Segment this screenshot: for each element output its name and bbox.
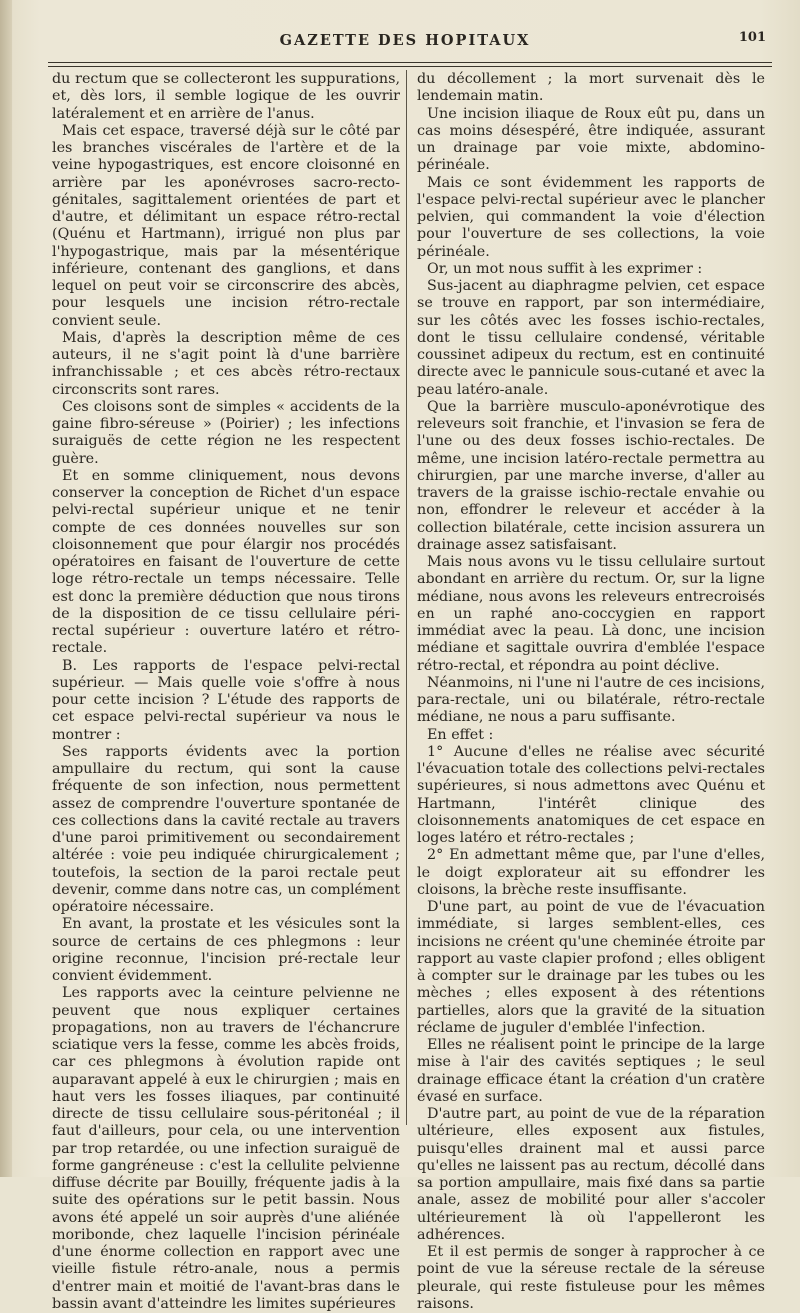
paragraph: Mais cet espace, traversé déjà sur le côté par les branches viscérales de l'artère et de la veine hypogastriques, est encore cloisonné en arrière par les aponévroses sacro-recto-génitales, sagittalement orientées de part et d'autre, et délimitant un espace rétro-rectal (Quénu et Hartmann), irrigué non plus par l'hypogastrique, mais par la mésentérique inférieure, contenant des ganglions, et dans lequel on peut voir se circonscrire des abcès, pour lesquels une incision rétro-rectale convient seule.: [52, 122, 400, 329]
header-rule: [48, 62, 772, 63]
paragraph: Ses rapports évidents avec la portion ampullaire du rectum, qui sont la cause fréquente de son infection, nous permettent assez de comprendre l'ouverture spontanée de ces collections dans la cavité rectale au travers d'une paroi primitivement ou secondairement altérée : voie peu indiquée chirurgicalement ; toutefois, la section de la paroi rectale peut devenir, comme dans notre cas, un complément opératoire nécessaire.: [52, 743, 400, 915]
paragraph: D'autre part, au point de vue de la réparation ultérieure, elles exposent aux fistules, puisqu'elles drainent mal et aussi parce qu'elles ne laissent pas au rectum, décollé dans sa portion ampullaire, mais fixé dans sa partie anale, assez de mobilité pour aller s'accoler ultérieurement là où l'appelleront les adhérences.: [417, 1106, 765, 1243]
paragraph: Mais nous avons vu le tissu cellulaire surtout abondant en arrière du rectum. Or, sur la ligne médiane, nous avons les releveurs entrecroisés en un raphé ano-coccygien en rapport immédiat avec la peau. Là donc, une incision médiane et sagittale ouvrira d'emblée l'espace rétro-rectal, et répondra au point déclive.: [417, 554, 765, 674]
paragraph: Néanmoins, ni l'une ni l'autre de ces incisions, para-rectale, uni ou bilatérale, rétro-rectale médiane, ne nous a paru suffisante.: [417, 674, 765, 726]
paragraph: Les rapports avec la ceinture pelvienne ne peuvent que nous expliquer certaines propagations, non au travers de l'échancrure sciatique vers la fesse, comme les abcès froids, car ces phlegmons à évolution rapide ont auparavant appelé à eux le chirurgien ; mais en haut vers les fosses iliaques, par continuité directe de tissu cellulaire sous-péritonéal ; il faut d'ailleurs, pour cela, ou une intervention par trop retardée, ou une infection suraiguë de forme gangréneuse : c'est la cellulite pelvienne diffuse décrite par Bouilly, fréquente jadis à la suite des opérations sur le petit bassin. Nous avons été appelé un soir auprès d'une aliénée moribonde, chez laquelle l'incision périnéale d'une énorme collection en rapport avec une vieille fistule rétro-anale, nous a permis d'entrer main et moitié de l'avant-bras dans le bassin avant d'atteindre les limites supérieures: [52, 985, 400, 1312]
paragraph: Mais, d'après la description même de ces auteurs, il ne s'agit point là d'une barrière infranchissable ; et ces abcès rétro-rectaux circonscrits sont rares.: [52, 329, 400, 398]
right-column: [417, 71, 765, 1312]
header-rule-thin: [48, 66, 772, 67]
page-number: 101: [738, 30, 766, 45]
paragraph: Elles ne réalisent point le principe de la large mise à l'air des cavités septiques ; le seul drainage efficace étant la création d'un cratère évasé en surface.: [417, 1037, 765, 1105]
paragraph: Une incision iliaque de Roux eût pu, dans un cas moins désespéré, être indiquée, assurant un drainage par voie mixte, abdomino-périnéale.: [417, 105, 765, 174]
binding-edge: [0, 0, 12, 1177]
paragraph: D'une part, au point de vue de l'évacuation immédiate, si larges semblent-elles, ces incisions ne créent qu'une cheminée étroite par rapport au vaste clapier profond ; elles obligent à compter sur le drainage par les tubes ou les mèches ; elles exposent à des rétentions partielles, alors que la gravité de la situation réclame de juguler d'emblée l'infection.: [417, 899, 765, 1036]
paragraph: Ces cloisons sont de simples « accidents de la gaine fibro-séreuse » (Poirier) ; les infections suraiguës de cette région ne les respectent guère.: [52, 398, 400, 467]
paragraph: Et il est permis de songer à rapprocher à ce point de vue la séreuse rectale de la séreuse pleurale, qui reste fistuleuse pour les mêmes raisons.: [417, 1244, 765, 1312]
left-column: [52, 71, 400, 1312]
paragraph: Que la barrière musculo-aponévrotique des releveurs soit franchie, et l'invasion se fera de l'une ou des deux fosses ischio-rectales. De même, une incision latéro-rectale permettra au chirurgien, par une marche inverse, d'aller au travers de la graisse ischio-rectale envahie ou non, effondrer le releveur et accéder à la collection bilatérale, cette incision assurera un drainage assez satisfaisant.: [417, 398, 765, 553]
publication-title: GAZETTE DES HOPITAUX: [279, 32, 531, 49]
paragraph: 2° En admettant même que, par l'une d'elles, le doigt explorateur ait su effondrer les cloisons, la brèche reste insuffisante.: [417, 847, 765, 898]
paragraph: Et en somme cliniquement, nous devons conserver la conception de Richet d'un espace pelvi-rectal supérieur unique et ne tenir compte de ces données nouvelles sur son cloisonnement que pour élargir nos procédés opératoires en faisant de l'ouverture de cette loge rétro-rectale un temps nécessaire. Telle est donc la première déduction que nous tirons de la disposition de ce tissu cellulaire péri-rectal supérieur : ouverture latéro et rétro-rectale.: [52, 467, 400, 657]
paragraph: En avant, la prostate et les vésicules sont la source de certains de ces phlegmons : leur origine reconnue, l'incision pré-rectale leur convient évidemment.: [52, 916, 400, 984]
paragraph: Mais ce sont évidemment les rapports de l'espace pelvi-rectal supérieur avec le plancher pelvien, qui commandent la voie d'élection pour l'ouverture de ses collections, la voie périnéale.: [417, 174, 765, 260]
paragraph: Sus-jacent au diaphragme pelvien, cet espace se trouve en rapport, par son intermédiaire, sur les côtés avec les fosses ischio-rectales, dont le tissu cellulaire condensé, véritable coussinet adipeux du rectum, est en continuité directe avec le pannicule sous-cutané et avec la peau latéro-anale.: [417, 278, 765, 398]
page-header: [40, 30, 770, 54]
section-heading-paragraph: B. Les rapports de l'espace pelvi-rectal supérieur. — Mais quelle voie s'offre à nous pour cette incision ? L'étude des rapports de cet espace pelvi-rectal supérieur va nous le montrer :: [52, 657, 400, 743]
paragraph: du rectum que se collecteront les suppurations, et, dès lors, il semble logique de les ouvrir latéralement et en arrière de l'anus.: [52, 71, 400, 122]
column-divider: [406, 70, 407, 1125]
paragraph: En effet :: [427, 726, 494, 743]
paragraph: du décollement ; la mort survenait dès le lendemain matin.: [417, 71, 765, 105]
paragraph: 1° Aucune d'elles ne réalise avec sécurité l'évacuation totale des collections pelvi-rectales supérieures, si nous admettons avec Quénu et Hartmann, l'intérêt clinique des cloisonnements anatomiques de cet espace en loges latéro et rétro-rectales ;: [417, 743, 765, 846]
paragraph: Or, un mot nous suffit à les exprimer :: [427, 260, 703, 277]
